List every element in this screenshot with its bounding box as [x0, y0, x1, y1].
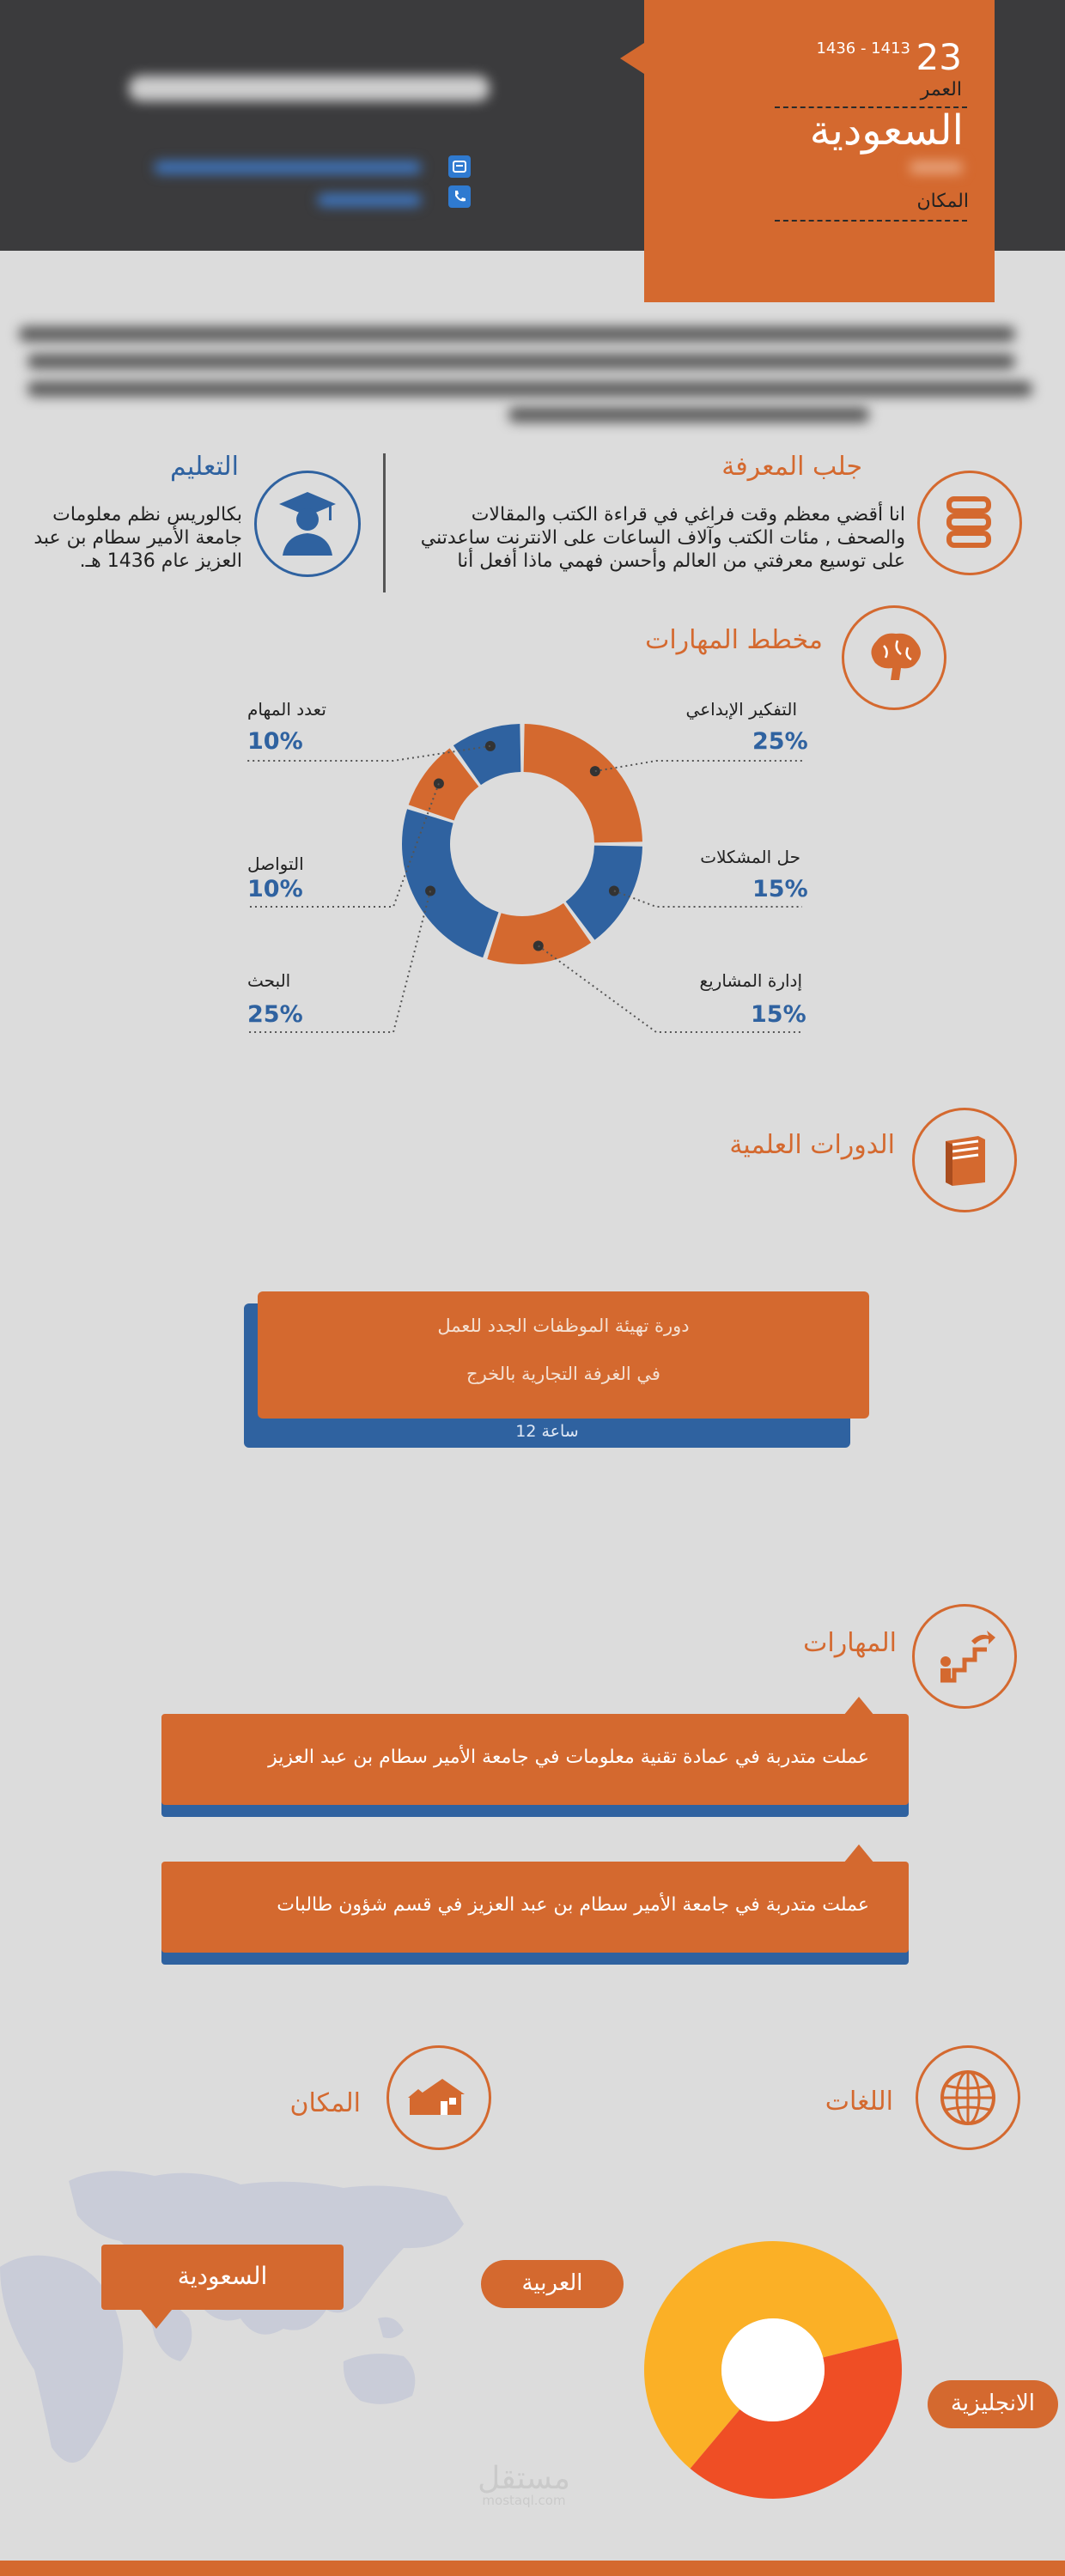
- career-stairs-icon: [912, 1604, 1017, 1709]
- experience-item: عملت متدربة في جامعة الأمير سطام بن عبد العزيز في قسم شؤون طالبات: [277, 1894, 869, 1916]
- donut-leader-dot: [590, 766, 600, 776]
- languages-title: اللغات: [825, 2087, 893, 2117]
- blurred-phone: [318, 194, 421, 206]
- chart-value-communication: 10%: [247, 876, 303, 902]
- watermark: [438, 2461, 610, 2508]
- experience-card-1: [161, 1709, 909, 1817]
- blurred-name: [129, 76, 490, 101]
- books-icon: [917, 471, 1022, 575]
- donut-slice: [524, 724, 642, 842]
- course-line: دورة تهيئة الموظفات الجدد للعمل: [437, 1315, 690, 1336]
- hobby-text: [390, 503, 905, 573]
- age-label: العمر: [920, 79, 962, 100]
- chart-label-creative: التفكير الإبداعي: [685, 699, 797, 720]
- chart-value-creative: 25%: [752, 728, 808, 755]
- course-card: [258, 1291, 869, 1419]
- donut-leader-dot: [533, 941, 544, 951]
- chart-value-projects: 15%: [751, 1001, 806, 1028]
- house-icon: [386, 2045, 491, 2150]
- donut-leader-line: [595, 761, 802, 771]
- hobby-line: والصحف , مئات الكتب وآلاف الساعات على الانترنت ساعدتني: [420, 527, 905, 549]
- world-map: [0, 2147, 481, 2524]
- education-title: التعليم: [170, 452, 239, 482]
- hobby-line: على توسيع معرفتي من العالم وأحسن فهمي ماذا أفعل أنا: [457, 550, 905, 572]
- course-hours: 12 ساعة: [515, 1422, 579, 1441]
- card-pointer: [843, 1697, 874, 1716]
- place-tag: [101, 2245, 344, 2310]
- language-tag-arabic: [481, 2260, 624, 2308]
- divider-line: [775, 220, 967, 222]
- experience-item: عملت متدربة في عمادة تقنية معلومات في جامعة الأمير سطام بن عبد العزيز: [268, 1747, 869, 1768]
- skills-donut-chart: [0, 687, 1065, 1065]
- phone-icon: [448, 185, 471, 208]
- footer-band: [0, 2561, 1065, 2576]
- language-donut-hole: [721, 2318, 825, 2421]
- age-number: 23: [916, 36, 962, 78]
- chart-label-multitask: تعدد المهام: [247, 699, 326, 720]
- chart-label-communication: التواصل: [247, 854, 304, 874]
- chart-label-projects: إدارة المشاريع: [699, 970, 802, 991]
- language-tag-english: [928, 2380, 1058, 2428]
- blurred-intro: [10, 319, 1024, 440]
- watermark-sub: mostaql.com: [482, 2493, 566, 2508]
- chart-value-multitask: 10%: [247, 728, 303, 755]
- courses-title: الدورات العلمية: [729, 1130, 895, 1160]
- donut-leader-dot: [434, 778, 444, 788]
- language-label: الانجليزية: [950, 2391, 1036, 2416]
- hobby-line: انا أقضي معظم وقت فراغي في قراءة الكتب والمقالات: [471, 504, 905, 526]
- languages-donut-chart: [601, 2215, 1065, 2524]
- graduate-icon: [254, 471, 361, 577]
- experience-title: المهارات: [803, 1628, 897, 1658]
- chart-label-problem: حل المشكلات: [700, 847, 800, 867]
- years-range: 1436 - 1413: [816, 39, 910, 58]
- education-line: العزيز عام 1436 هـ.: [79, 550, 242, 572]
- blurred-city: [910, 161, 962, 173]
- book-icon: [912, 1108, 1017, 1212]
- skills-chart-title: مخطط المهارات: [645, 625, 823, 655]
- country-name: السعودية: [809, 106, 964, 155]
- place-title: المكان: [289, 2088, 361, 2118]
- card-pointer: [843, 1844, 874, 1863]
- experience-card-2: [161, 1856, 909, 1965]
- location-label: المكان: [916, 191, 969, 212]
- chart-value-problem: 15%: [752, 876, 808, 902]
- id-card-pointer: [620, 43, 644, 74]
- vertical-divider: [383, 453, 386, 592]
- email-icon: [448, 155, 471, 178]
- place-country: السعودية: [177, 2262, 268, 2290]
- globe-icon: [916, 2045, 1020, 2150]
- donut-slice: [402, 809, 499, 957]
- tag-pointer: [141, 2310, 172, 2329]
- education-line: بكالوريس نظم معلومات: [52, 504, 242, 526]
- id-card: [644, 0, 995, 302]
- chart-value-research: 25%: [247, 1001, 303, 1028]
- education-line: جامعة الأمير سطام بن عبد: [33, 527, 242, 549]
- education-text: [10, 503, 242, 573]
- language-label: العربية: [521, 2270, 583, 2296]
- blurred-email: [155, 161, 421, 173]
- course-line: في الغرفة التجارية بالخرج: [466, 1364, 660, 1384]
- watermark-text: مستقل: [478, 2461, 570, 2496]
- chart-label-research: البحث: [247, 970, 291, 991]
- hobby-title: جلب المعرفة: [721, 452, 862, 482]
